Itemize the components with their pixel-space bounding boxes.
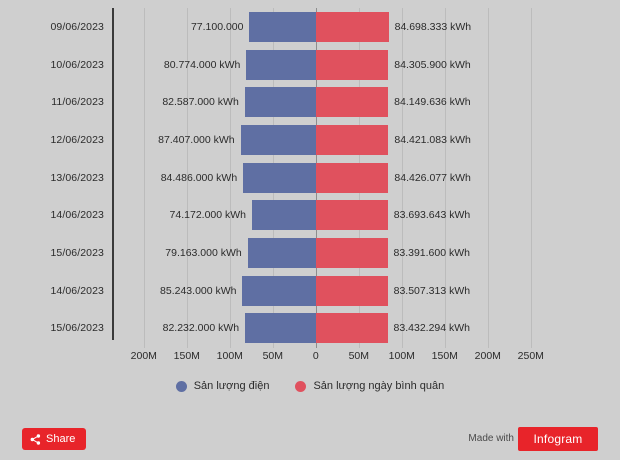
chart-row	[50, 196, 548, 234]
bar-right-value-label: 84.698.333 kWh	[394, 20, 472, 33]
legend-item[interactable]	[295, 380, 444, 392]
row-category-label: 15/06/2023	[50, 246, 104, 259]
row-category-label: 13/06/2023	[50, 171, 104, 184]
bar-right-value-label: 84.421.083 kWh	[394, 133, 471, 146]
bar-right-value-label: 83.507.313 kWh	[393, 284, 471, 297]
bar-right-value-label: 83.391.600 kWh	[393, 246, 470, 259]
legend-label: Sản lượng ngày bình quân	[313, 380, 445, 392]
chart-row	[50, 159, 548, 197]
bar-right[interactable]	[316, 163, 389, 193]
chart-row	[50, 8, 548, 46]
share-icon	[30, 434, 41, 445]
x-tick-label: 50M	[348, 350, 370, 362]
bar-left[interactable]	[245, 313, 316, 343]
bar-left-value-label: 77.100.000	[190, 20, 244, 33]
bar-right[interactable]	[316, 87, 388, 117]
bar-rows	[50, 8, 548, 348]
bar-right[interactable]	[316, 276, 388, 306]
category-axis-line	[112, 8, 114, 340]
x-tick-label: 100M	[388, 350, 415, 362]
bar-right[interactable]	[316, 238, 388, 268]
bar-left-value-label: 80.774.000 kWh	[163, 58, 241, 71]
x-tick-label: 250M	[517, 350, 544, 362]
chart-footer	[0, 420, 620, 460]
bar-right-value-label: 84.426.077 kWh	[394, 171, 471, 184]
x-tick-label: 50M	[262, 350, 284, 362]
chart-row	[50, 234, 548, 272]
bar-left-value-label: 82.232.000 kWh	[162, 322, 240, 335]
x-axis-ticks	[118, 350, 548, 366]
bar-right-value-label: 84.305.900 kWh	[394, 58, 471, 71]
chart-row	[50, 121, 548, 159]
x-tick-label: 150M	[173, 350, 200, 362]
bar-left[interactable]	[241, 125, 316, 155]
bar-left[interactable]	[249, 12, 315, 42]
bar-right-value-label: 83.693.643 kWh	[393, 209, 471, 222]
bar-left-value-label: 74.172.000 kWh	[169, 209, 247, 222]
share-button-label: Share	[46, 433, 76, 445]
bar-left-value-label: 84.486.000 kWh	[160, 171, 238, 184]
share-button[interactable]	[22, 428, 86, 450]
bar-left[interactable]	[248, 238, 316, 268]
bar-left[interactable]	[245, 87, 316, 117]
chart-row	[50, 46, 548, 84]
row-category-label: 11/06/2023	[51, 96, 104, 109]
bar-right-value-label: 83.432.294 kWh	[393, 322, 471, 335]
bar-right[interactable]	[316, 50, 389, 80]
row-category-label: 15/06/2023	[50, 322, 104, 335]
row-category-label: 14/06/2023	[50, 284, 104, 297]
chart-row	[50, 310, 548, 348]
made-with-label: Made with	[468, 433, 514, 444]
x-tick-label: 100M	[216, 350, 243, 362]
chart-row	[50, 272, 548, 310]
plot-region	[50, 8, 548, 348]
bar-right[interactable]	[316, 125, 389, 155]
bar-left-value-label: 79.163.000 kWh	[165, 246, 242, 259]
legend-item[interactable]	[176, 380, 270, 392]
legend-swatch-icon	[295, 381, 306, 392]
bar-left-value-label: 82.587.000 kWh	[162, 96, 239, 109]
legend-label: Sản lượng điện	[193, 380, 270, 392]
bar-left[interactable]	[242, 276, 315, 306]
bar-right[interactable]	[316, 313, 388, 343]
row-category-label: 09/06/2023	[50, 20, 104, 33]
chart-legend	[0, 380, 620, 392]
bar-right[interactable]	[316, 200, 388, 230]
bar-right[interactable]	[316, 12, 389, 42]
bar-left-value-label: 87.407.000 kWh	[158, 133, 235, 146]
bar-left-value-label: 85.243.000 kWh	[160, 284, 237, 297]
x-tick-label: 200M	[130, 350, 157, 362]
row-category-label: 10/06/2023	[50, 58, 104, 71]
infogram-brand-badge[interactable]: Infogram	[518, 427, 598, 451]
row-category-label: 12/06/2023	[50, 133, 104, 146]
bar-left[interactable]	[252, 200, 316, 230]
bar-right-value-label: 84.149.636 kWh	[394, 96, 471, 109]
x-tick-label: 0	[312, 350, 319, 362]
chart-row	[51, 83, 548, 121]
row-category-label: 14/06/2023	[50, 209, 104, 222]
x-tick-label: 150M	[431, 350, 458, 362]
legend-swatch-icon	[176, 381, 187, 392]
bar-left[interactable]	[243, 163, 316, 193]
bar-left[interactable]	[246, 50, 315, 80]
x-tick-label: 200M	[474, 350, 501, 362]
